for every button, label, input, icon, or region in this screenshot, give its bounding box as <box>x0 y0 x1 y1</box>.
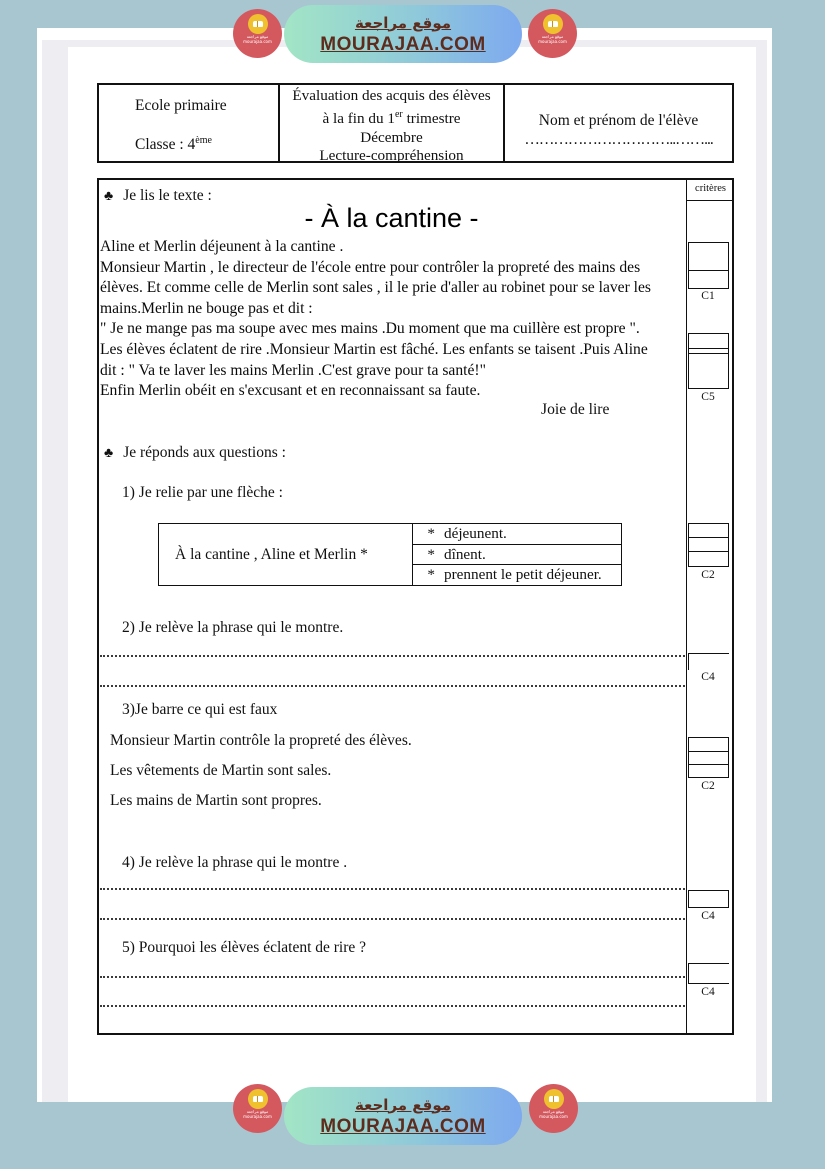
criteria-score-box <box>688 333 729 389</box>
top-banner[interactable] <box>284 5 522 63</box>
answer-line <box>100 1005 685 1007</box>
criteria-label: C4 <box>701 986 715 998</box>
banner-site-link[interactable]: MOURAJAA.COM <box>320 1115 486 1137</box>
student-name-label: Nom et prénom de l'élève <box>538 112 699 129</box>
question-5-label: 5) Pourquoi les élèves éclatent de rire ? <box>122 939 367 956</box>
criteria-label: C4 <box>701 910 715 922</box>
criteria-header: critères <box>686 178 734 201</box>
criteria-label: C5 <box>701 391 715 403</box>
statement: Les vêtements de Martin sont sales. <box>110 762 332 779</box>
answer-line <box>100 888 685 890</box>
site-logo-icon <box>233 1084 282 1133</box>
answer-line <box>100 655 685 657</box>
eval-subject: Lecture-compréhension <box>319 147 464 165</box>
question-2-label: 2) Je relève la phrase qui le montre. <box>122 619 344 636</box>
answer-line <box>100 918 685 920</box>
club-icon: ♣ <box>104 446 114 461</box>
criteria-score-box <box>688 737 729 778</box>
criteria-label: C2 <box>701 780 715 792</box>
logo-arabic-text: موقع مراجعة <box>246 34 269 39</box>
evaluation-cell <box>280 85 505 165</box>
eval-title-line1: Évaluation des acquis des élèves <box>292 87 491 104</box>
bullet-star: * <box>427 545 435 563</box>
answer-line <box>100 976 685 978</box>
logo-arabic-text: موقع مراجعة <box>246 1109 269 1114</box>
bottom-banner[interactable] <box>284 1087 522 1145</box>
site-logo-icon <box>528 9 577 58</box>
bullet-star: * <box>427 524 435 542</box>
matching-option-row: * dînent. <box>413 544 621 565</box>
exam-header-table <box>97 83 734 163</box>
eval-title-line2: à la fin du 1er trimestre <box>322 108 461 127</box>
logo-arabic-text: موقع مراجعة <box>542 1109 565 1114</box>
book-icon <box>248 1089 268 1109</box>
criteria-label: C2 <box>701 569 715 581</box>
reading-passage <box>100 237 686 402</box>
class-superscript: ème <box>195 135 212 146</box>
text-line: Monsieur Martin , le directeur de l'école entre pour contrôler la propreté des mains des <box>100 258 641 276</box>
text-title: - À la cantine - <box>304 203 479 233</box>
banner-arabic-text[interactable]: موقع مراجعة <box>354 1095 452 1114</box>
criteria-score-box <box>688 890 729 908</box>
text-line: dit : " Va te laver les mains Merlin .C'est grave pour ta santé!" <box>100 361 486 379</box>
class-line: Classe : 4ème <box>135 135 212 154</box>
book-icon <box>544 1089 564 1109</box>
eval-month: Décembre <box>360 128 423 146</box>
text-line: Enfin Merlin obéit en s'excusant et en reconnaissant sa faute. <box>100 382 481 400</box>
read-text-heading: ♣ Je lis le texte : <box>104 187 212 204</box>
text-signature: Joie de lire <box>541 401 610 418</box>
matching-table <box>158 523 622 586</box>
logo-site-text: mourajaa.com <box>538 39 567 44</box>
book-icon <box>248 14 268 34</box>
logo-arabic-text: موقع مراجعة <box>541 34 564 39</box>
question-3-label: 3)Je barre ce qui est faux <box>122 701 278 718</box>
text-line: élèves. Et comme celle de Merlin sont sales , il le prie d'aller au robinet pour se laver les <box>100 279 651 297</box>
criteria-score-box <box>688 242 729 289</box>
questions-heading: ♣ Je réponds aux questions : <box>104 444 286 461</box>
banner-site-link[interactable]: MOURAJAA.COM <box>320 33 486 55</box>
answer-line <box>100 685 685 687</box>
school-cell <box>99 85 280 161</box>
club-icon: ♣ <box>104 189 114 204</box>
book-icon <box>543 14 563 34</box>
matching-option-row: * déjeunent. <box>413 524 621 544</box>
statement: Les mains de Martin sont propres. <box>110 792 322 809</box>
logo-site-text: mourajaa.com <box>243 1114 272 1119</box>
logo-site-text: mourajaa.com <box>539 1114 568 1119</box>
question-4-label: 4) Je relève la phrase qui le montre . <box>122 854 348 871</box>
banner-arabic-text[interactable]: موقع مراجعة <box>354 13 452 32</box>
trimester-superscript: er <box>394 108 403 120</box>
text-line: Les élèves éclatent de rire .Monsieur Martin est fâché. Les enfants se taisent .Puis Aline <box>100 340 648 358</box>
bullet-star: * <box>427 566 435 584</box>
criteria-label: C1 <box>701 290 715 302</box>
text-line: " Je ne mange pas ma soupe avec mes mains .Du moment que ma cuillère est propre ". <box>100 320 640 338</box>
student-name-cell <box>505 85 732 161</box>
criteria-label: C4 <box>701 671 715 683</box>
site-logo-icon <box>233 9 282 58</box>
question-1-label: 1) Je relie par une flèche : <box>122 484 283 501</box>
school-name: Ecole primaire <box>135 97 227 114</box>
criteria-score-box <box>688 653 729 670</box>
matching-left-cell: À la cantine , Aline et Merlin * <box>159 524 413 585</box>
text-line: mains.Merlin ne bouge pas et dit : <box>100 299 313 317</box>
site-logo-icon <box>529 1084 578 1133</box>
text-line: Aline et Merlin déjeunent à la cantine . <box>100 238 344 255</box>
student-name-field: …………………………..……... <box>524 131 713 148</box>
logo-site-text: mourajaa.com <box>243 39 272 44</box>
statement: Monsieur Martin contrôle la propreté des élèves. <box>110 732 412 749</box>
criteria-score-box <box>688 523 729 567</box>
criteria-score-box <box>688 963 729 984</box>
matching-options <box>413 524 621 585</box>
matching-option-row: * prennent le petit déjeuner. <box>413 564 621 585</box>
